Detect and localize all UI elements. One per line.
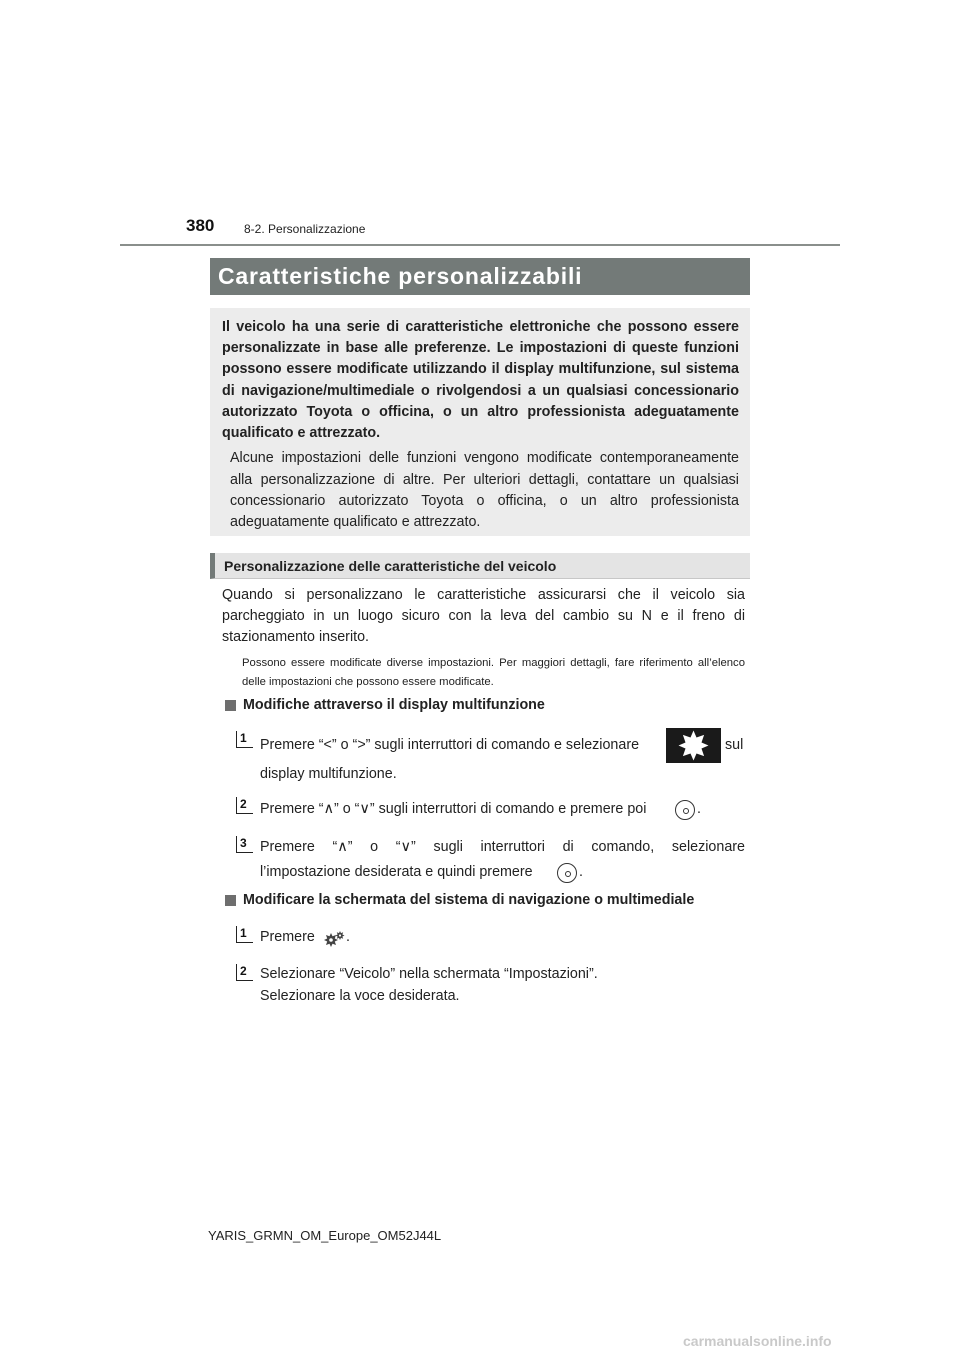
nav-step1-suffix: . bbox=[346, 929, 350, 945]
settings-gears-icon bbox=[323, 930, 345, 948]
step3-text bbox=[260, 839, 745, 855]
step1-text-line2: display multifunzione. bbox=[260, 766, 397, 782]
step3-word-7: di bbox=[562, 839, 574, 855]
step-number-2: 2 bbox=[236, 797, 253, 814]
step3-word-3: o bbox=[370, 839, 379, 855]
intro-bold-text: Il veicolo ha una serie di caratteristiche elettroniche che possono essere personalizzate in base alle preferenze. Le impostazioni di queste funzioni possono essere modificate utilizzando il display multifunzione, sul sistema di navigazione/multimediale o rivolgendosi a un qualsiasi concessionario autorizzato Toyota o officina, o un altro professionista adeguatamente qualificato e attrezzato. bbox=[222, 319, 739, 442]
step1-text: Premere “<” o “>” sugli interruttori di comando e selezionare bbox=[260, 737, 640, 753]
section2-heading-text: Modificare la schermata del sistema di navigazione o multimediale bbox=[243, 892, 695, 908]
step3-word-1: Premere bbox=[260, 839, 315, 855]
square-bullet-icon bbox=[225, 895, 236, 906]
small-note: Possono essere modificate diverse impostazioni. Per maggiori dettagli, fare riferimento all’elenco delle impostazioni che possono essere modificate. bbox=[242, 657, 745, 688]
step2-text-suffix: . bbox=[697, 801, 701, 817]
intro-box bbox=[210, 308, 750, 536]
step3-word-8: comando, bbox=[591, 839, 655, 855]
body-paragraph: Quando si personalizzano le caratteristiche assicurarsi che il veicolo sia parcheggiato in un luogo sicuro con la leva del cambio su N e il freno di stazionamento inserito. bbox=[222, 587, 745, 646]
page-title: Caratteristiche personalizzabili bbox=[218, 263, 583, 289]
step-number-1: 1 bbox=[236, 926, 253, 943]
subsection-header bbox=[210, 553, 750, 579]
ok-button-icon bbox=[557, 863, 577, 883]
step3-word-5: sugli bbox=[433, 839, 463, 855]
nav-step2-text: Selezionare “Veicolo” nella schermata “Impostazioni”. bbox=[260, 966, 598, 982]
step3-word-4: “∨” bbox=[395, 839, 416, 855]
intro-note-text: Alcune impostazioni delle funzioni vengono modificate contemporaneamente alla personalizzazione di altre. Per ulteriori dettagli, contattare un qualsiasi concessionario autorizzato Toyota o officina, o un altro professionista adeguatamente qualificato e attrezzato. bbox=[230, 450, 739, 531]
header-divider bbox=[120, 244, 840, 246]
subsection-title: Personalizzazione delle caratteristiche del veicolo bbox=[224, 558, 557, 574]
watermark: carmanualsonline.info bbox=[683, 1333, 832, 1349]
step3-word-2: “∧” bbox=[332, 839, 353, 855]
step-number-3: 3 bbox=[236, 836, 253, 853]
nav-step2-text-line2: Selezionare la voce desiderata. bbox=[260, 988, 460, 1004]
step1-text-suffix: sul bbox=[725, 737, 744, 753]
page-number: 380 bbox=[186, 216, 215, 235]
section-reference: 8-2. Personalizzazione bbox=[244, 222, 366, 236]
ok-button-icon bbox=[675, 800, 695, 820]
step-number-2: 2 bbox=[236, 964, 253, 981]
step-number-1: 1 bbox=[236, 731, 253, 748]
nav-step1-text: Premere bbox=[260, 929, 315, 945]
page-title-band bbox=[210, 258, 750, 295]
section1-heading bbox=[225, 697, 545, 713]
step3-word-9: selezionare bbox=[671, 839, 745, 855]
step3-text-line2: l’impostazione desiderata e quindi premere bbox=[260, 864, 533, 880]
settings-gear-icon bbox=[666, 728, 721, 763]
square-bullet-icon bbox=[225, 700, 236, 711]
step3-text-suffix: . bbox=[579, 864, 583, 880]
step3-word-6: interruttori bbox=[480, 839, 545, 855]
step2-text: Premere “∧” o “∨” sugli interruttori di comando e premere poi bbox=[260, 801, 647, 817]
section1-heading-text: Modifiche attraverso il display multifunzione bbox=[243, 697, 545, 713]
section2-heading bbox=[225, 892, 694, 908]
document-footer: YARIS_GRMN_OM_Europe_OM52J44L bbox=[208, 1228, 442, 1243]
